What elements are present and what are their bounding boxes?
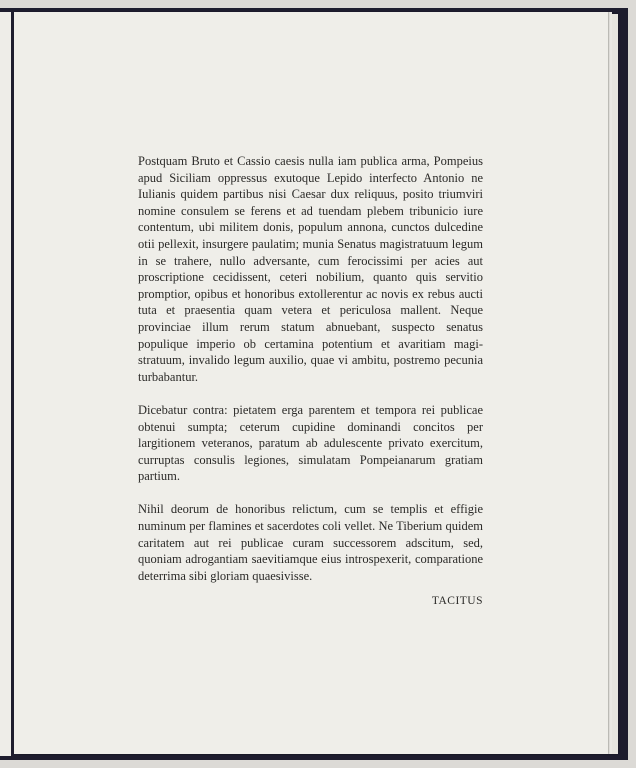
paragraph-1: Postquam Bruto et Cassio caesis nulla iam publica arma, Pompeius apud Siciliam oppressus exutoque Lepido interfecto Antonio ne Iulianis quidem partibus nisi Caesar dux reliquus, posito triumviri nomine consulem se ferens et ad tuendam plebem tribunicio iure contentum, ubi militem donis, populum annona, cunctos dulcedine otii pellexit, insurgere paulatim; munia Senatus magistratuum legum in se trahere, nullo adversante, cum ferocissimi per acies aut proscriptione cecidissent, ceteri nobilium, quanto quis servitio promptior, opibus et honoribus extollerentur ac novis ex rebus aucti tuta et praesentia quam vetera et periculosa mallent. Neque provinciae illum rerum statum abnuebant, suspecto senatus populique imperio ob certamina potentium et avaritiam magistratuum, invalido legum auxilio, quae vi ambitu, postremo pecunia turbabantur. — [138, 154, 483, 384]
paragraph-3: Nihil deorum de honoribus relictum, cum se templis et effigie numinum per flamines et sacerdotes coli vellet. Ne Tiberium quidem caritatem aut rei publicae curam successorem adscitum, sed, quoniam adrogantiam saevitiamque eius introspexerit, comparatione deterrima sibi gloriam quaesivisse. — [138, 502, 483, 583]
paragraph-2: Dicebatur contra: pietatem erga parentem et tempora rei publicae obtenui sumpta; ceterum cupidine dominandi concitos per largitionem veteranos, paratum ab adulescente privato exercitum, curruptas consulis legiones, simulatam Pompeianarum gratiam partium. — [138, 402, 483, 484]
book-page — [14, 12, 608, 754]
facing-page-edge — [0, 12, 11, 756]
text-block — [138, 153, 483, 610]
author-signature: TACITUS — [431, 595, 483, 608]
